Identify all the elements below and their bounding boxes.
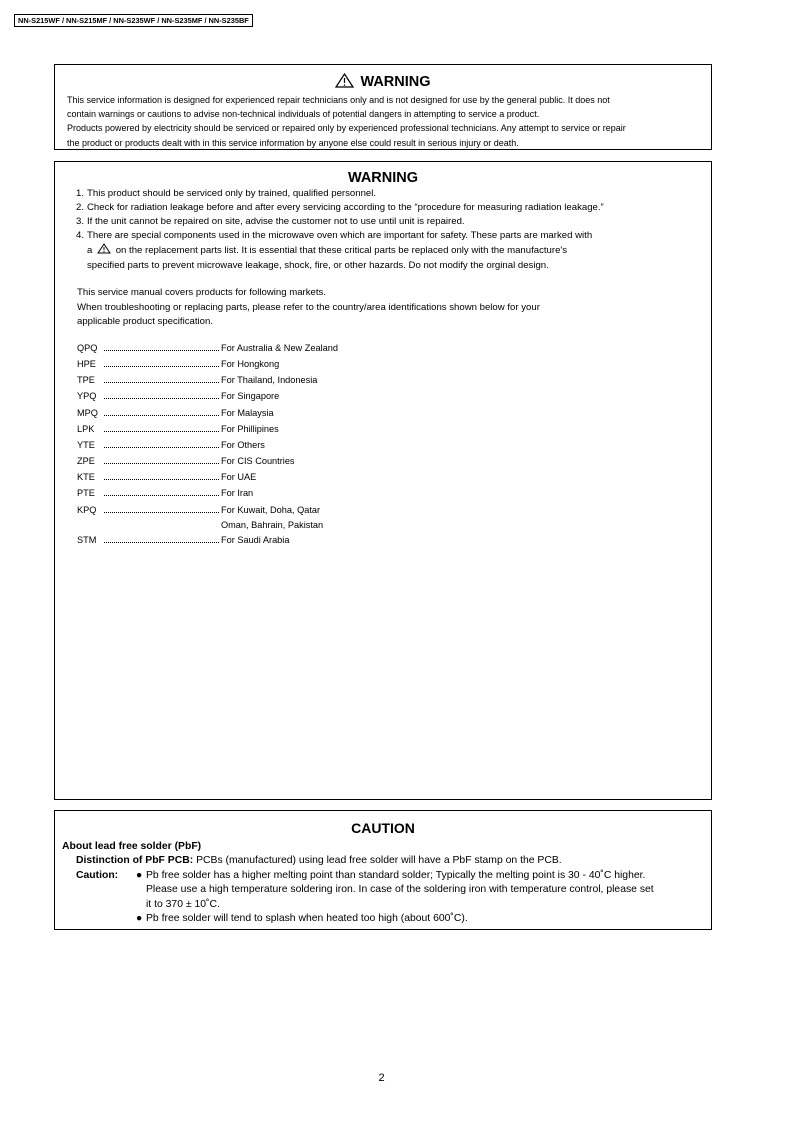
market-code: MPQ — [77, 407, 98, 418]
market-code-row — [77, 502, 711, 518]
caution-bullet — [62, 912, 711, 926]
market-code-row — [77, 356, 711, 372]
markets-paragraph — [77, 286, 711, 330]
caution-title: CAUTION — [351, 820, 415, 836]
warning-title: WARNING — [347, 170, 419, 186]
warning-line: the product or products dealt with in this service information by anyone else could result in serious injury or death. — [67, 137, 519, 148]
warning-title — [55, 73, 711, 92]
market-code-row-continuation — [77, 518, 711, 532]
market-region: For Australia & New Zealand — [221, 342, 338, 353]
caution-bullet — [62, 869, 711, 912]
caution-bullet-text: Please use a high temperature soldering iron. In case of the soldering iron with temperature control, please set — [146, 884, 654, 896]
page-number: 2 — [378, 1072, 385, 1084]
leader-dots — [104, 447, 219, 448]
market-code: HPE — [77, 358, 96, 369]
market-code-row — [77, 372, 711, 388]
list-text: specified parts to prevent microwave leakage, shock, fire, or other hazards. Do not modify the orginal design. — [87, 260, 549, 271]
warning-triangle-icon — [335, 73, 354, 92]
list-number: 4. — [76, 230, 85, 241]
list-text: on the replacement parts list. It is essential that these critical parts be replaced only with the manufacture's — [115, 245, 568, 256]
caution-bullet-text: Pb free solder will tend to splash when heated too high (about 600˚C). — [146, 913, 468, 925]
model-numbers-header: NN-S215WF / NN-S215MF / NN-S235WF / NN-S235MF / NN-S235BF — [14, 14, 253, 27]
bullet-icon: ● — [136, 913, 143, 925]
warning-list — [76, 187, 711, 273]
warning-triangle-icon — [97, 243, 111, 259]
leader-dots — [104, 382, 219, 383]
list-text: Check for radiation leakage before and after every servicing according to the “procedure for measuring radiation leakage.” — [87, 202, 604, 213]
list-item — [76, 215, 709, 229]
market-region: For CIS Countries — [221, 456, 295, 467]
list-item — [76, 229, 709, 273]
caution-label: Caution: — [76, 869, 119, 881]
market-code-row — [77, 340, 711, 356]
leader-dots — [104, 512, 219, 513]
market-code: TPE — [77, 375, 95, 386]
leader-dots — [104, 542, 219, 543]
distinction-label: Distinction of PbF PCB: — [76, 855, 194, 867]
list-number: 1. — [76, 188, 85, 199]
list-text: There are special components used in the microwave oven which are important for safety. These parts are marked with — [87, 230, 593, 241]
warning-line: Products powered by electricity should be serviced or repaired only by experienced professional technicians. Any attempt to service or repair — [67, 123, 626, 134]
warning-box-service — [54, 161, 712, 800]
market-code: QPQ — [77, 342, 98, 353]
market-code-list — [77, 340, 711, 548]
market-code: KTE — [77, 472, 95, 483]
market-region: For Singapore — [221, 391, 280, 402]
list-number: 2. — [76, 202, 85, 213]
market-region: For UAE — [221, 472, 257, 483]
bullet-icon: ● — [136, 869, 143, 881]
market-code-row — [77, 453, 711, 469]
caution-heading: About lead free solder (PbF) — [62, 841, 202, 852]
market-code: ZPE — [77, 456, 95, 467]
market-code-row — [77, 532, 711, 548]
warning-line: This service information is designed for experienced repair technicians only and is not designed for use by the general public. It does not — [67, 95, 610, 105]
market-code: LPK — [77, 423, 95, 434]
leader-dots — [104, 479, 219, 480]
market-code-row — [77, 421, 711, 437]
leader-dots — [104, 495, 219, 496]
warning-box-general — [54, 64, 712, 150]
list-item — [76, 187, 709, 201]
distinction-line — [62, 854, 711, 868]
leader-dots — [104, 415, 219, 416]
leader-dots — [104, 398, 219, 399]
market-code: KPQ — [77, 504, 97, 515]
market-region: Oman, Bahrain, Pakistan — [221, 519, 324, 530]
market-region: For Phillipines — [221, 423, 279, 434]
market-region: For Malaysia — [221, 407, 274, 418]
market-region: For Thailand, Indonesia — [221, 375, 318, 386]
caution-bullet-text: Pb free solder has a higher melting point than standard solder; Typically the melting point is 30 - 40˚C higher. — [146, 869, 646, 881]
caution-body — [62, 840, 711, 926]
market-region: For Saudi Arabia — [221, 534, 290, 545]
market-region: For Iran — [221, 488, 254, 499]
market-region: For Kuwait, Doha, Qatar — [221, 504, 321, 515]
list-text: This product should be serviced only by trained, qualified personnel. — [87, 188, 377, 199]
warning-paragraph — [67, 93, 701, 150]
leader-dots — [104, 366, 219, 367]
list-item — [76, 201, 709, 215]
markets-line: applicable product specification. — [77, 316, 213, 328]
market-code: YPQ — [77, 391, 97, 402]
warning-title-text: WARNING — [360, 74, 431, 90]
leader-dots — [104, 431, 219, 432]
market-code-row — [77, 437, 711, 453]
market-code-row — [77, 485, 711, 501]
market-code: PTE — [77, 488, 95, 499]
caution-box — [54, 810, 712, 930]
list-text: If the unit cannot be repaired on site, advise the customer not to use until unit is repaired. — [87, 216, 465, 227]
markets-line: When troubleshooting or replacing parts, please refer to the country/area identifications shown below for your — [77, 301, 540, 313]
market-code-row — [77, 405, 711, 421]
caution-bullet-text: it to 370 ± 10˚C. — [146, 898, 220, 910]
leader-dots — [104, 463, 219, 464]
warning-line: contain warnings or cautions to advise non-technical individuals of potential dangers in attempting to service a product. — [67, 109, 540, 120]
market-code: STM — [77, 534, 97, 545]
markets-line: This service manual covers products for following markets. — [77, 287, 326, 298]
market-code: YTE — [77, 439, 95, 450]
market-region: For Others — [221, 439, 265, 450]
leader-dots — [104, 350, 219, 351]
market-region: For Hongkong — [221, 358, 280, 369]
market-code-row — [77, 388, 711, 404]
list-text: a — [87, 245, 93, 256]
distinction-text: PCBs (manufactured) using lead free solder will have a PbF stamp on the PCB. — [196, 855, 562, 867]
market-code-row — [77, 469, 711, 485]
list-number: 3. — [76, 216, 85, 227]
